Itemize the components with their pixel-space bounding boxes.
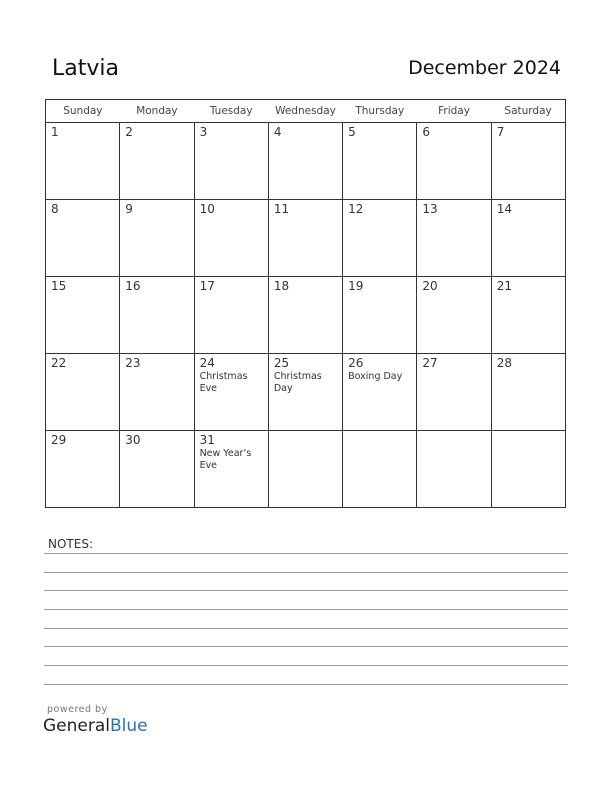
day-number: 31 <box>199 433 215 447</box>
calendar-grid <box>45 99 566 508</box>
day-cell <box>417 200 491 277</box>
week-row <box>46 123 566 200</box>
weekday-friday: Friday <box>417 100 491 123</box>
day-number: 27 <box>422 356 438 370</box>
day-cell <box>343 431 417 508</box>
day-number: 29 <box>51 433 67 447</box>
day-number: 24 <box>199 356 215 370</box>
day-cell <box>268 123 342 200</box>
note-line <box>44 646 568 647</box>
note-line <box>44 590 568 591</box>
note-line <box>44 665 568 666</box>
day-cell <box>120 123 194 200</box>
day-cell <box>491 123 565 200</box>
day-number: 3 <box>199 125 208 139</box>
day-cell <box>46 277 120 354</box>
day-number: 6 <box>422 125 431 139</box>
day-number: 16 <box>125 279 141 293</box>
note-line <box>44 553 568 554</box>
notes-label: NOTES: <box>48 537 93 551</box>
day-cell <box>194 123 268 200</box>
weekday-tuesday: Tuesday <box>194 100 268 123</box>
weekday-saturday: Saturday <box>491 100 565 123</box>
day-cell <box>268 277 342 354</box>
day-cell <box>46 431 120 508</box>
day-number: 7 <box>496 125 505 139</box>
day-number: 4 <box>273 125 282 139</box>
day-cell <box>120 277 194 354</box>
day-cell <box>194 431 268 508</box>
day-cell <box>417 277 491 354</box>
day-cell <box>491 431 565 508</box>
week-row <box>46 277 566 354</box>
day-cell <box>194 200 268 277</box>
day-cell <box>343 200 417 277</box>
day-cell <box>194 354 268 431</box>
day-number: 14 <box>496 202 512 216</box>
day-number: 17 <box>199 279 215 293</box>
day-number: 26 <box>348 356 364 370</box>
day-cell <box>343 277 417 354</box>
day-number: 25 <box>273 356 290 370</box>
weekday-thursday: Thursday <box>343 100 417 123</box>
weekday-monday: Monday <box>120 100 194 123</box>
day-number: 5 <box>348 125 356 139</box>
day-number: 15 <box>51 279 67 293</box>
day-cell <box>417 354 491 431</box>
day-cell <box>343 354 417 431</box>
generalblue-logo[interactable] <box>43 716 148 736</box>
day-cell <box>194 277 268 354</box>
day-number: 13 <box>422 202 438 216</box>
day-number: 23 <box>125 356 141 370</box>
note-line <box>44 684 568 685</box>
week-row <box>46 354 566 431</box>
weekday-header-row <box>46 100 566 123</box>
day-number: 20 <box>422 279 438 293</box>
day-number: 10 <box>199 202 215 216</box>
note-line <box>44 609 568 610</box>
note-line <box>44 572 568 573</box>
day-number: 19 <box>348 279 364 293</box>
brand-general-text: General <box>43 716 110 736</box>
brand-blue-text: Blue <box>110 716 148 736</box>
day-number: 11 <box>273 202 290 216</box>
day-number: 2 <box>125 125 133 139</box>
weekday-wednesday: Wednesday <box>268 100 342 123</box>
day-number: 22 <box>51 356 67 370</box>
day-number: 18 <box>273 279 290 293</box>
day-number: 8 <box>51 202 59 216</box>
day-cell <box>46 200 120 277</box>
day-cell <box>46 123 120 200</box>
holiday-label: Christmas Eve <box>199 371 248 394</box>
day-number: 12 <box>348 202 364 216</box>
day-number: 21 <box>496 279 512 293</box>
day-cell <box>491 277 565 354</box>
weekday-sunday: Sunday <box>46 100 120 123</box>
day-cell <box>46 354 120 431</box>
week-row <box>46 431 566 508</box>
day-cell <box>417 431 491 508</box>
day-cell <box>343 123 417 200</box>
day-cell <box>417 123 491 200</box>
holiday-label: Christmas Day <box>273 371 322 394</box>
month-title: December 2024 <box>408 57 561 79</box>
day-cell <box>120 354 194 431</box>
day-number: 28 <box>496 356 512 370</box>
day-cell <box>120 200 194 277</box>
holiday-label: New Year’s Eve <box>199 448 252 471</box>
week-row <box>46 200 566 277</box>
day-number: 30 <box>125 433 141 447</box>
note-line <box>44 628 568 629</box>
day-cell <box>268 431 342 508</box>
country-title: Latvia <box>52 56 119 81</box>
holiday-label: Boxing Day <box>348 371 403 382</box>
day-cell <box>120 431 194 508</box>
day-number: 9 <box>125 202 133 216</box>
day-number: 1 <box>51 125 59 139</box>
day-cell <box>268 354 342 431</box>
powered-by-text: powered by <box>47 704 108 715</box>
day-cell <box>491 354 565 431</box>
day-cell <box>268 200 342 277</box>
day-cell <box>491 200 565 277</box>
